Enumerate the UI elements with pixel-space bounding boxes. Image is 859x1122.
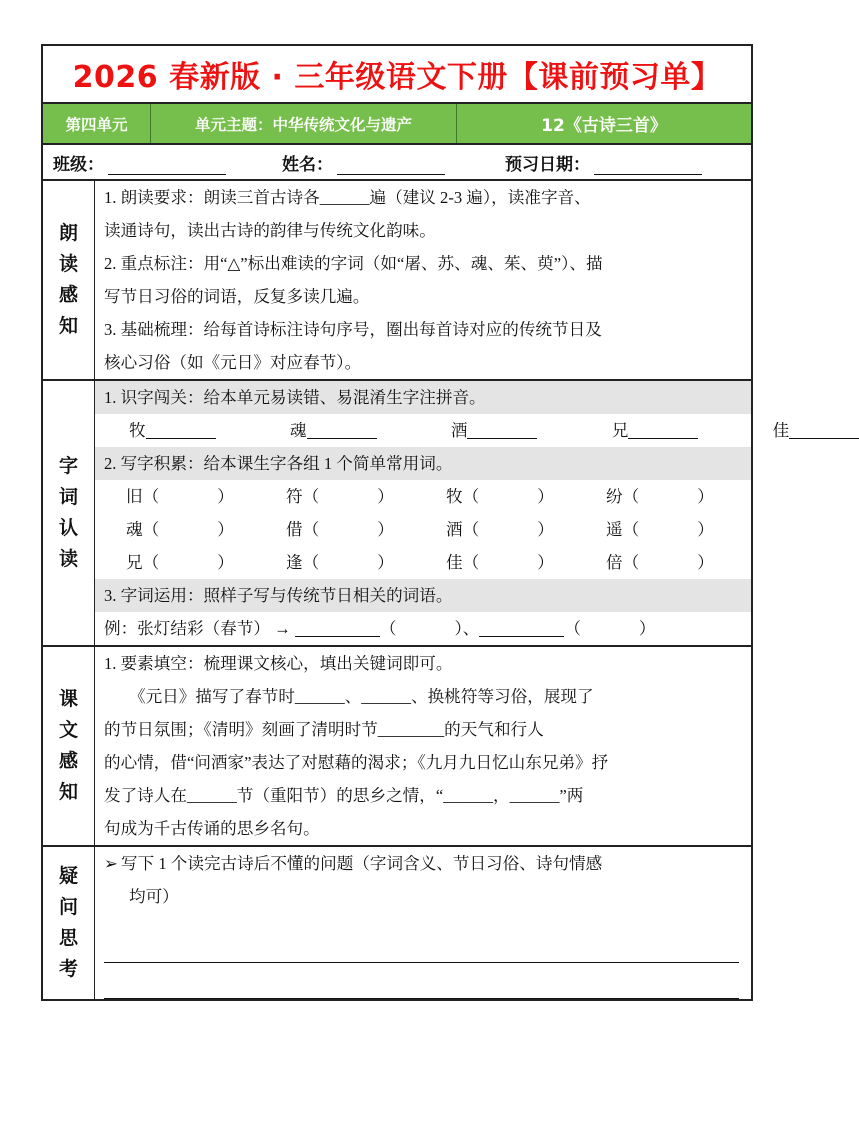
- worksheet-table: [41, 44, 790, 1001]
- section-label-char: 课: [58, 688, 78, 711]
- word-build-cell[interactable]: [424, 513, 584, 546]
- paren-close: ）: [537, 520, 554, 539]
- comprehension-line: 的节日氛围；《清明》刻画了清明时节________的天气和行人: [104, 720, 544, 739]
- word-char: 佳: [446, 553, 463, 572]
- paren-close: ）: [377, 520, 394, 539]
- pinyin-blank[interactable]: [307, 424, 377, 439]
- pinyin-char: 兄: [611, 421, 629, 440]
- comprehension-line: 句成为千古传诵的思乡名句。: [104, 819, 320, 838]
- paren-open: （: [302, 553, 320, 572]
- paren-close: ）: [217, 553, 234, 572]
- paren-close: ）: [377, 553, 394, 572]
- word-answer-space[interactable]: [159, 546, 217, 579]
- paren-open: （: [142, 520, 160, 539]
- word-answer-space[interactable]: [479, 546, 537, 579]
- section-label-char: 知: [58, 314, 78, 337]
- word-char: 借: [286, 520, 303, 539]
- vocab-example-row[interactable]: 例：张灯结彩（春节） → （ ）、 （ ）: [104, 619, 656, 638]
- section-label-char: 文: [58, 719, 78, 742]
- word-answer-space[interactable]: [479, 480, 537, 513]
- pinyin-blank[interactable]: [628, 424, 698, 439]
- class-input-line[interactable]: [108, 161, 226, 175]
- word-answer-space[interactable]: [479, 513, 537, 546]
- paren-open: （: [462, 487, 480, 506]
- section-vocabulary: [43, 381, 790, 647]
- word-build-grid: [95, 480, 751, 579]
- paren-close: ）: [454, 619, 463, 638]
- paren-close: ）: [697, 487, 714, 506]
- word-char: 酒: [446, 520, 463, 539]
- word-char: 逢: [286, 553, 303, 572]
- word-build-cell[interactable]: [264, 546, 424, 579]
- word-answer-space[interactable]: [159, 480, 217, 513]
- word-answer-space[interactable]: [319, 513, 377, 546]
- paren-close: ）: [638, 619, 656, 638]
- question-prompt-line1: [95, 847, 751, 880]
- word-answer-space[interactable]: [639, 480, 697, 513]
- paren-close: ）: [697, 553, 714, 572]
- banner-lesson: 12《古诗三首》: [541, 116, 667, 136]
- paren-close: ）: [217, 520, 234, 539]
- spacer: [95, 913, 751, 927]
- reading-line: 1. 朗读要求：朗读三首古诗各______遍（建议 2-3 遍），读准字音、: [104, 188, 591, 207]
- paren-open: （: [142, 487, 160, 506]
- arrow-bullet-icon: ➢: [104, 854, 118, 873]
- vocab-task1: 1. 识字闯关：给本单元易读错、易混淆生字注拼音。: [95, 381, 751, 414]
- word-char: 纷: [606, 487, 623, 506]
- date-field[interactable]: [505, 150, 702, 175]
- question-prompt-line2: 均可）: [129, 887, 179, 906]
- word-answer-space[interactable]: [639, 546, 697, 579]
- paren-open: （: [302, 487, 320, 506]
- section-label-text-comprehension: [43, 647, 95, 845]
- comprehension-task1: 1. 要素填空：梳理课文核心，填出关键词即可。: [104, 654, 453, 673]
- section-label-char: 疑: [58, 865, 78, 888]
- date-label: 预习日期：: [505, 154, 590, 175]
- section-label-char: 词: [58, 486, 78, 509]
- reading-line: 核心习俗（如《元日》对应春节）。: [104, 353, 362, 372]
- comprehension-line: 《元日》描写了春节时______、______、换桃符等习俗，展现了: [129, 687, 594, 706]
- word-answer-space[interactable]: [639, 513, 697, 546]
- word-char: 牧: [446, 487, 463, 506]
- section-label-char: 字: [58, 455, 78, 478]
- word-char: 倍: [606, 553, 623, 572]
- pinyin-blank[interactable]: [146, 424, 216, 439]
- pinyin-char: 酒: [450, 421, 468, 440]
- section-label-char: 感: [58, 750, 78, 772]
- class-field[interactable]: [53, 150, 226, 175]
- paren-close: ）: [537, 487, 554, 506]
- word-char: 遥: [606, 520, 623, 539]
- paren-open: （: [462, 553, 480, 572]
- vocab-task3: 3. 字词运用：照样子写与传统节日相关的词语。: [95, 579, 751, 612]
- word-build-cell[interactable]: [584, 513, 744, 546]
- paren-close: ）: [217, 487, 234, 506]
- vocab-task2: 2. 写字积累：给本课生字各组 1 个简单常用词。: [95, 447, 751, 480]
- word-build-cell[interactable]: [104, 546, 264, 579]
- title-row: [43, 46, 751, 104]
- pinyin-blank[interactable]: [789, 424, 859, 439]
- comprehension-line: 的心情，借“问酒家”表达了对慰藉的渴求；《九月九日忆山东兄弟》抒: [104, 753, 609, 772]
- example-blank[interactable]: [479, 622, 564, 637]
- banner-row: [43, 104, 751, 145]
- section-questions: [43, 847, 751, 999]
- reading-line: 3. 基础梳理：给每首诗标注诗句序号，圈出每首诗对应的传统节日及: [104, 320, 602, 339]
- word-char: 符: [286, 487, 303, 506]
- comprehension-line: 发了诗人在______节（重阳节）的思乡之情，“______，______”两: [104, 786, 584, 805]
- word-build-cell[interactable]: [424, 546, 584, 579]
- answer-write-line[interactable]: [104, 927, 739, 963]
- page-title: 2026 春新版 · 三年级语文下册【课前预习单】: [72, 60, 722, 95]
- student-info-row: [43, 145, 751, 181]
- pinyin-practice-row[interactable]: [95, 414, 790, 447]
- reading-line: 写节日习俗的词语，反复多读几遍。: [104, 287, 370, 306]
- name-input-line[interactable]: [337, 161, 445, 175]
- word-char: 兄: [126, 553, 143, 572]
- word-build-row: [104, 480, 744, 513]
- pinyin-blank[interactable]: [467, 424, 537, 439]
- word-build-cell[interactable]: [584, 480, 744, 513]
- section-body-vocabulary: [95, 381, 790, 645]
- pinyin-char: 牧: [129, 421, 146, 440]
- section-text-comprehension: [43, 647, 751, 847]
- section-label-char: 读: [58, 253, 78, 276]
- pinyin-char: 魂: [289, 421, 307, 440]
- reading-line: 2. 重点标注：用“△”标出难读的字词（如“屠、苏、魂、茱、萸”）、描: [104, 254, 603, 273]
- section-label-char: 朗: [58, 222, 78, 245]
- word-build-cell[interactable]: [264, 513, 424, 546]
- word-answer-space[interactable]: [319, 546, 377, 579]
- paren-open: （: [622, 487, 640, 506]
- section-label-char: 知: [58, 780, 78, 803]
- section-label-char: 感: [58, 284, 78, 306]
- section-body-questions: [95, 847, 751, 999]
- paren-close: ）: [377, 487, 394, 506]
- paren-open: （: [142, 553, 160, 572]
- section-label-char: 思: [58, 927, 78, 949]
- paren-close: ）: [697, 520, 714, 539]
- question-prompt-text: 写下 1 个读完古诗后不懂的问题（字词含义、节日习俗、诗句情感: [121, 854, 603, 873]
- word-char: 旧: [126, 487, 143, 506]
- word-build-cell[interactable]: [104, 513, 264, 546]
- paren-open: （: [379, 619, 397, 638]
- pinyin-char: 佳: [772, 421, 790, 440]
- section-label-questions: [43, 847, 95, 999]
- section-label-vocabulary: [43, 381, 95, 645]
- section-body-text-comprehension: [95, 647, 751, 845]
- reading-line: 读通诗句，读出古诗的韵律与传统文化韵味。: [104, 221, 436, 240]
- word-char: 魂: [126, 520, 143, 539]
- vocab-example-text: 例：张灯结彩（春节） →: [104, 619, 291, 638]
- name-label: 姓名：: [282, 154, 333, 175]
- class-label: 班级：: [53, 154, 104, 175]
- word-answer-space[interactable]: [319, 480, 377, 513]
- name-field[interactable]: [282, 150, 445, 175]
- section-body-reading: [95, 181, 751, 379]
- paren-open: （: [462, 520, 480, 539]
- paren-open: （: [622, 520, 640, 539]
- answer-write-line[interactable]: [104, 963, 739, 999]
- paren-open: （: [564, 619, 581, 638]
- example-blank[interactable]: [295, 622, 380, 637]
- word-build-cell[interactable]: [264, 480, 424, 513]
- section-label-reading: [43, 181, 95, 379]
- word-build-cell[interactable]: [104, 480, 264, 513]
- paren-open: （: [302, 520, 320, 539]
- word-answer-space[interactable]: [159, 513, 217, 546]
- section-label-char: 认: [58, 517, 78, 539]
- word-build-cell[interactable]: [424, 480, 584, 513]
- section-label-char: 考: [58, 957, 78, 980]
- section-reading: [43, 181, 751, 381]
- word-build-row: [104, 513, 744, 546]
- word-build-row: [104, 546, 744, 579]
- date-input-line[interactable]: [594, 161, 702, 175]
- paren-close: ）: [537, 553, 554, 572]
- paren-open: （: [622, 553, 640, 572]
- banner-theme: 单元主题：中华传统文化与遗产: [151, 104, 457, 143]
- section-label-char: 读: [58, 547, 78, 570]
- word-build-cell[interactable]: [584, 546, 744, 579]
- banner-unit: 第四单元: [43, 104, 151, 143]
- section-label-char: 问: [58, 896, 78, 919]
